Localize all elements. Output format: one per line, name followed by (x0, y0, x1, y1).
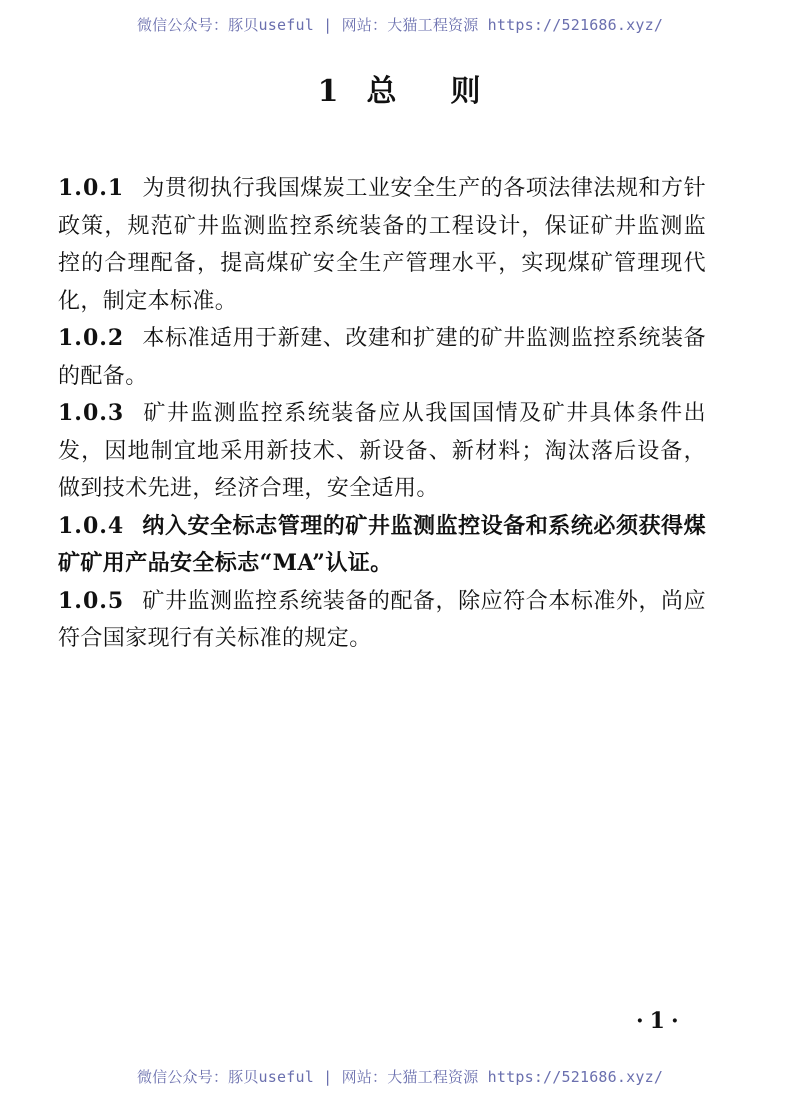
clause-text: 纳入安全标志管理的矿井监测监控设备和系统必须获得煤矿矿用产品安全标志“MA”认证。 (58, 512, 706, 576)
clause-1-0-3 (58, 395, 706, 508)
clause-1-0-5 (58, 583, 706, 658)
clause-text: 矿井监测监控系统装备的配备，除应符合本标准外，尚应符合国家现行有关标准的规定。 (58, 588, 706, 651)
clause-number: 1.0.3 (58, 400, 125, 426)
clause-text: 矿井监测监控系统装备应从我国国情及矿井具体条件出发，因地制宜地采用新技术、新设备、新材料；淘汰落后设备，做到技术先进，经济合理，安全适用。 (58, 401, 706, 501)
clause-text: 本标准适用于新建、改建和扩建的矿井监测监控系统装备的配备。 (58, 326, 706, 389)
watermark-top: 微信公众号：豚贝useful | 网站：大猫工程资源 https://521686.xyz/ (136, 16, 664, 34)
clause-1-0-2 (58, 320, 706, 395)
clause-1-0-1 (58, 170, 706, 320)
clause-1-0-4 (58, 508, 706, 583)
clause-list (58, 170, 706, 658)
watermark-bottom: 微信公众号：豚贝useful | 网站：大猫工程资源 https://521686.xyz/ (136, 1068, 664, 1086)
clause-number: 1.0.4 (58, 512, 125, 539)
chapter-title (0, 66, 800, 110)
chapter-number: 1 (317, 74, 341, 109)
clause-text: 为贯彻执行我国煤炭工业安全生产的各项法律法规和方针政策，规范矿井监测监控系统装备的工程设计，保证矿井监测监控的合理配备，提高煤矿安全生产管理水平，实现煤矿管理现代化，制定本标准。 (58, 176, 706, 314)
chapter-title-char-1: 总 (366, 74, 399, 109)
clause-number: 1.0.5 (58, 587, 125, 614)
chapter-title-char-2: 则 (450, 74, 483, 109)
clause-number: 1.0.2 (58, 325, 125, 351)
clause-number: 1.0.1 (58, 175, 125, 201)
page-number: ·1· (636, 1008, 685, 1034)
